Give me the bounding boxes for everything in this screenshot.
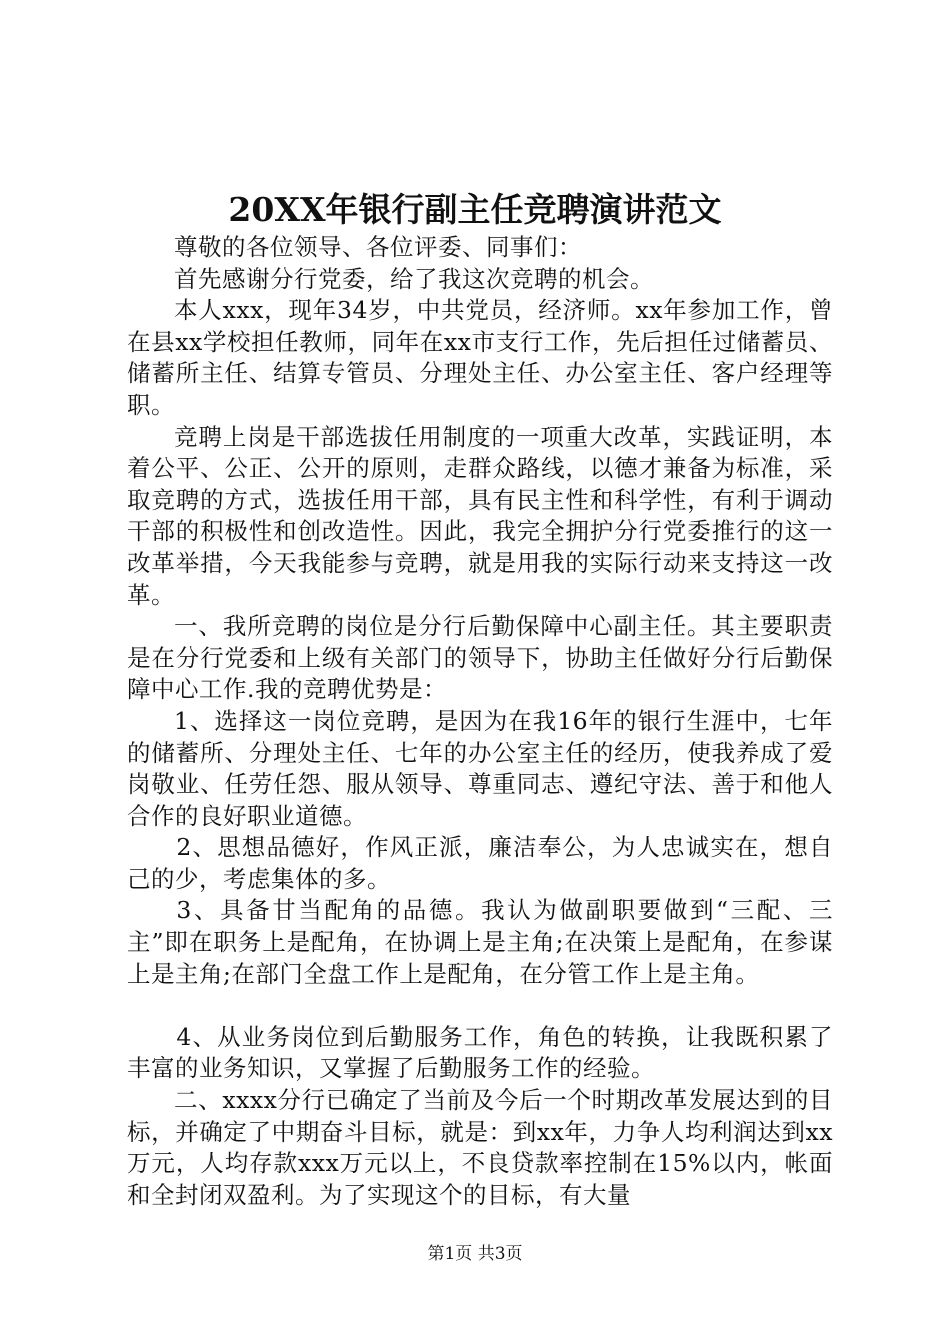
paragraph-section-two: 二、xxxx分行已确定了当前及今后一个时期改革发展达到的目标，并确定了中期奋斗目标，就是：到xx年，力争人均利润达到xx万元，人均存款xxx万元以上，不良贷款率控制在15%以内，帐面和全封闭双盈利。为了实现这个的目标，有大量 [127, 1086, 833, 1209]
paragraph-point-2: 2、思想品德好，作风正派，廉洁奉公，为人忠诚实在，想自己的少，考虑集体的多。 [127, 833, 833, 893]
paragraph-reform: 竞聘上岗是干部选拔任用制度的一项重大改革，实践证明，本着公平、公正、公开的原则，走群众路线，以德才兼备为标准，采取竞聘的方式，选拔任用干部，具有民主性和科学性，有利于调动干部的积极性和创改造性。因此，我完全拥护分行党委推行的这一改革举措，今天我能参与竞聘，就是用我的实际行动来支持这一改革。 [127, 422, 833, 609]
page-footer: 第1页 共3页 [427, 1244, 523, 1264]
paragraph-point-1: 1、选择这一岗位竞聘，是因为在我16年的银行生涯中，七年的储蓄所、分理处主任、七年的办公室主任的经历，使我养成了爱岗敬业、任劳任怨、服从领导、尊重同志、遵纪守法、善于和他人合作的良好职业道德。 [127, 706, 833, 830]
document-title: 20XX年银行副主任竞聘演讲范文 [228, 190, 722, 229]
paragraph-section-one: 一、我所竞聘的岗位是分行后勤保障中心副主任。其主要职责是在分行党委和上级有关部门的领导下，协助主任做好分行后勤保障中心工作.我的竞聘优势是： [127, 612, 833, 704]
paragraph-point-4: 4、从业务岗位到后勤服务工作，角色的转换，让我既积累了丰富的业务知识，又掌握了后勤服务工作的经验。 [127, 1022, 833, 1083]
document-body [127, 232, 833, 1211]
paragraph-introduction: 本人xxx，现年34岁，中共党员，经济师。xx年参加工作，曾在县xx学校担任教师，同年在xx市支行工作，先后担任过储蓄员、储蓄所主任、结算专管员、分理处主任、办公室主任、客户经理等职。 [127, 296, 833, 419]
paragraph-thanks: 首先感谢分行党委，给了我这次竞聘的机会。 [174, 264, 654, 293]
blank-line [127, 990, 833, 1022]
paragraph-greeting: 尊敬的各位领导、各位评委、同事们： [174, 233, 582, 261]
paragraph-point-3: 3、具备甘当配角的品德。我认为做副职要做到“三配、三主”即在职务上是配角，在协调上是主角;在决策上是配角，在参谋上是主角;在部门全盘工作上是配角，在分管工作上是主角。 [127, 896, 833, 988]
